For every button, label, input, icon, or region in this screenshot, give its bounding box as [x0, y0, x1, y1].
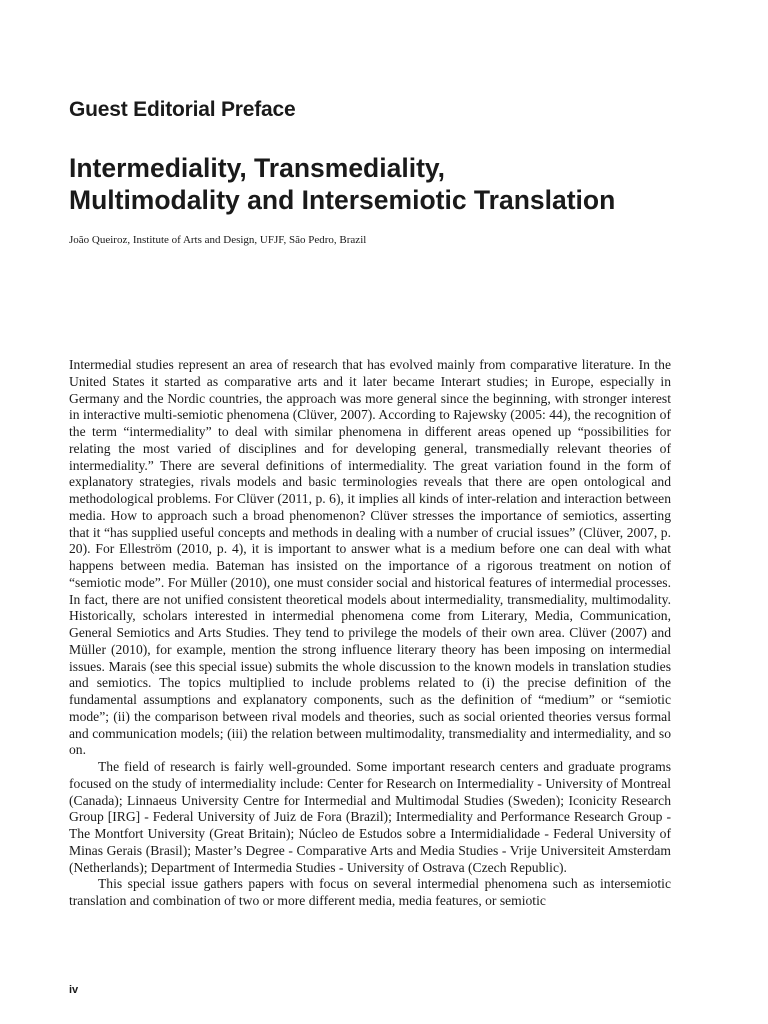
article-title-line-1: Intermediality, Transmediality,	[69, 153, 446, 183]
body-paragraph: This special issue gathers papers with focus on several intermedial phenomena such as intersemiotic translation and combination of two or more different media, media features, or semiotic	[69, 876, 671, 908]
body-paragraph: Intermedial studies represent an area of research that has evolved mainly from comparative literature. In the United States it started as comparative arts and it later became Interart studies; in Europe, especially in Germany and the Nordic countries, the approach was more general since the beginning, with stronger interest in interactive multi-semiotic phenomena (Clüver, 2007). According to Rajewsky (2005: 44), the recognition of the term “intermediality” to deal with similar phenomena in different areas opened up “possibilities for relating the most varied of disciplines and for developing general, transmedially relevant theories of intermediality.” There are several definitions of intermediality. The great variation found in the form of explanatory strategies, rivals models and basic terminologies reveals that there are open ontological and methodological problems. For Clüver (2011, p. 6), it implies all kinds of inter-relation and interaction between media. How to approach such a broad phenomenon? Clüver stresses the importance of semiotics, asserting that it “has supplied useful concepts and methods in dealing with a number of crucial issues” (Clüver, 2007, p. 20). For Elleström (2010, p. 4), it is important to answer what is a medium before one can deal with what happens between media. Bateman has insisted on the importance of a rigorous treatment on notion of “semiotic mode”. For Müller (2010), one must consider social and historical features of intermedial processes. In fact, there are not unified consistent theoretical models about intermediality, transmediality, multimodality. Historically, scholars interested in intermedial phenomena come from Literary, Media, Communication, General Semiotics and Arts Studies. They tend to privilege the models of their own area. Clüver (2007) and Müller (2010), for example, mention the strong influence literary theory has been imposing on intermedial issues. Marais (see this special issue) submits the whole discussion to the known models in translation studies and semiotics. The topics multiplied to include problems related to (i) the precise definition of the fundamental assumptions and explanatory components, such as the definition of “medium” or “semiotic mode”; (ii) the comparison between rival models and theories, such as social oriented theories versus formal and communication models; (iii) the relation between multimodality, transmediality and intermediality, and so on.	[69, 357, 671, 758]
body-paragraph: The field of research is fairly well-grounded. Some important research centers and graduate programs focused on the study of intermediality include: Center for Research on Intermediality - University of Montreal (Canada); Linnaeus University Centre for Intermedial and Multimodal Studies (Sweden); Iconicity Research Group [IRG] - Federal University of Juiz de Fora (Brazil); Intermediality and Performance Research Group - The Montfort University (Great Britain); Núcleo de Estudos sobre a Intermidialidade - Federal University of Minas Gerais (Brasil); Master’s Degree - Comparative Arts and Media Studies - Vrije Universiteit Amsterdam (Netherlands); Department of Intermedia Studies - University of Ostrava (Czech Republic).	[69, 759, 671, 875]
article-title-line-2: Multimodality and Intersemiotic Translation	[69, 185, 616, 215]
document-page	[69, 0, 671, 1024]
article-body	[69, 357, 671, 910]
article-title	[69, 152, 615, 216]
author-affiliation: João Queiroz, Institute of Arts and Design, UFJF, São Pedro, Brazil	[69, 234, 367, 246]
section-label: Guest Editorial Preface	[69, 98, 296, 121]
page-number: iv	[69, 984, 79, 996]
